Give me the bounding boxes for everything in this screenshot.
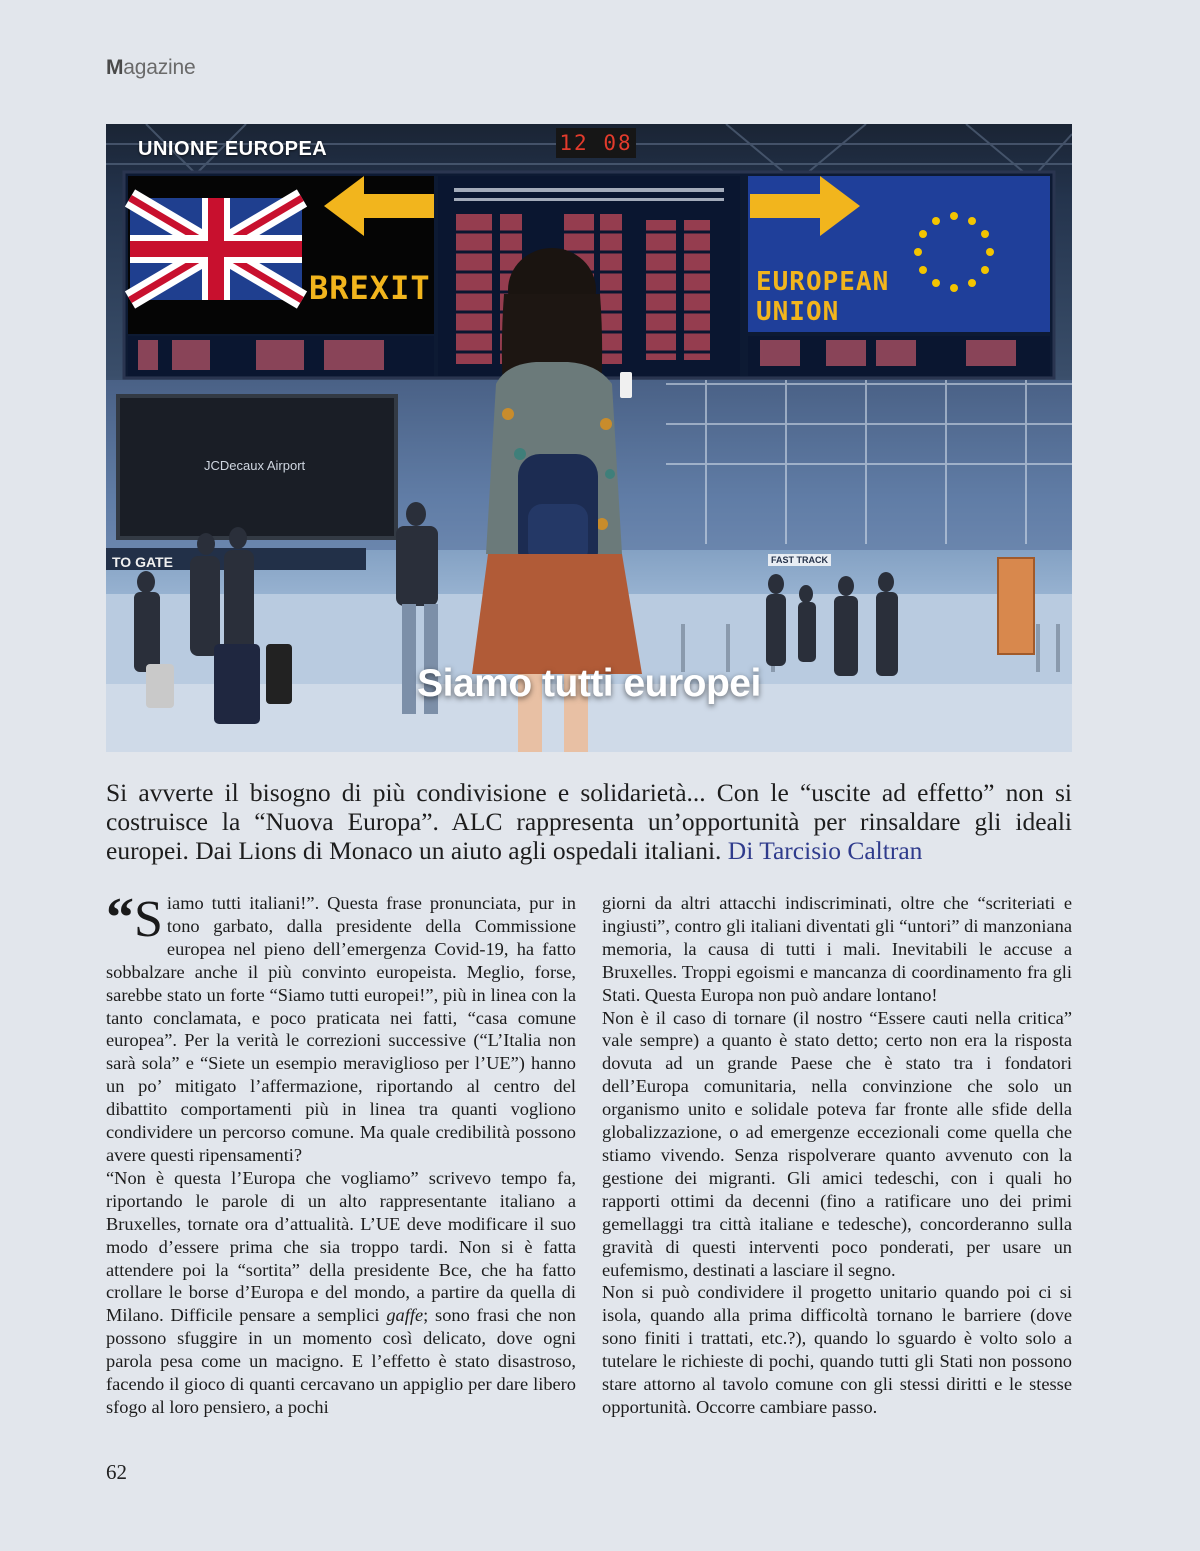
eu-sign-label xyxy=(756,267,889,327)
paragraph-text: “Non è questa l’Europa che vogliamo” scrivevo tempo fa, riportando le parole di un alto rappresentante italiano a Bruxelles, tornate ora d’attualità. L’UE deve modificare il suo modo d’essere prima che sia troppo tardi. Non si è fatta attendere poi la “sortita” della presidente Bce, che ha fatto crollare le borse d’Europa e del mondo, a partire da quella di Milano. Difficile pensare a semplici xyxy=(106,1167,576,1326)
article-column-left xyxy=(106,887,577,1419)
article-lead xyxy=(106,778,1072,865)
page-number: 62 xyxy=(106,1460,127,1484)
paragraph-text: ; sono frasi che non possono sfuggire in un momento così delicato, dove ogni parola pesa come un macigno. E l’effetto è stato disastroso, facendo il gioco di quanti cercavano un appiglio per dare libero sfogo al loro pensiero, a pochi xyxy=(106,1305,577,1417)
eu-sign-line1: EUROPEAN xyxy=(756,267,890,297)
digital-clock: 12 08 xyxy=(556,128,636,158)
paragraph xyxy=(106,887,576,1167)
paragraph: Non si può condividere il progetto unitario quando poi ci si isola, quando alla prima difficoltà tornano le barriere (dove sono finiti i trattati, etc.?), quando lo sguardo è volto solo a tutelare le richieste di pochi, quando tutti gli Stati non possono stare attorno al tavolo comune con gli stessi diritti e le stesse opportunità. Occorre cambiare passo. xyxy=(602,1282,1072,1417)
paragraph xyxy=(106,1167,576,1419)
lead-text: Si avverte il bisogno di più condivisione e solidarietà... Con le “uscite ad effetto” non si costruisce la “Nuova Europa”. ALC rappresenta un’opportunità per rinsaldare gli ideali europei. Dai Lions di Monaco un aiuto agli ospedali italiani. xyxy=(106,778,1072,865)
screen-brand-label: JCDecaux Airport xyxy=(204,458,306,473)
paragraph-text: iamo tutti italiani!”. Questa frase pronunciata, pur in tono garbato, dalla presidente della Commissione europea nel pieno dell’emergenza Covid-19, ha fatto sobbalzare anche il più convinto europeista. Meglio, forse, sarebbe stato un forte “Siamo tutti europei!”, più in linea con la tanto conclamata, e poco praticata nei fatti, “casa comune europea”. Per la verità le correzioni successive (“L’Italia non sarà sola” e “Siete un esempio meraviglioso per l’UE”) hanno un po’ mitigato l’affermazione, riportando al centro del dibattito comportamenti più in linea tra quanti vogliono condividere un percorso comune. Ma quale credibilità possono avere questi ripensamenti? xyxy=(106,893,576,1165)
article-column-right xyxy=(602,892,1072,1419)
paragraph: giorni da altri attacchi indiscriminati, oltre che “scriteriati e ingiusti”, contro gli italiani diventati gli “untori” di manzoniana memoria, la causa di tutti i mali. Inevitabili le accuse a Bruxelles. Troppi egoismi e mancanza di coordinamento fra gli Stati. Questa Europa non può andare lontano! xyxy=(602,893,1072,1005)
drop-cap-letter: S xyxy=(134,891,163,948)
drop-cap xyxy=(106,887,163,949)
brexit-sign-label: BREXIT xyxy=(309,269,431,307)
section-label-rest: agazine xyxy=(123,56,196,79)
article-title: Siamo tutti europei xyxy=(417,662,761,705)
eu-sign-line2: UNION xyxy=(756,297,840,327)
section-label-initial: M xyxy=(106,56,124,79)
hero-image xyxy=(106,124,1072,752)
paragraph: Non è il caso di tornare (il nostro “Essere cauti nella critica” vale sempre) a quanto è stato detto; certo non era la risposta dovuta ad un grande Paese che è stato tra i fondatori dell’Europa comunitaria, nella convinzione che solo un organismo unito e solidale poteva far fronte alle sfide della globalizzazione, o ad emergenze eccezionali come quella che stiamo vivendo. Senza rispolverare quanto avvenuto con la gestione dei migranti. Gli amici tedeschi, con i quali ho rapporti ottimi da decenni (fino a ratificare uno dei primi gemellaggi tra città italiane e tedesche), concorderanno sulla gravità di questi interventi poco ponderati, per usare un eufemismo, destinati a lasciare il segno. xyxy=(602,1007,1072,1280)
gate-sign-label: TO GATE xyxy=(112,554,173,570)
italic-term: gaffe xyxy=(386,1305,424,1326)
drop-cap-quote: “ xyxy=(106,887,134,949)
section-kicker: UNIONE EUROPEA xyxy=(138,138,328,160)
section-label xyxy=(106,56,195,80)
article-author: Di Tarcisio Caltran xyxy=(727,836,923,865)
airport-scene-illustration xyxy=(106,124,1072,752)
fast-track-sign: FAST TRACK xyxy=(768,554,831,566)
union-jack-flag-icon xyxy=(130,198,302,300)
